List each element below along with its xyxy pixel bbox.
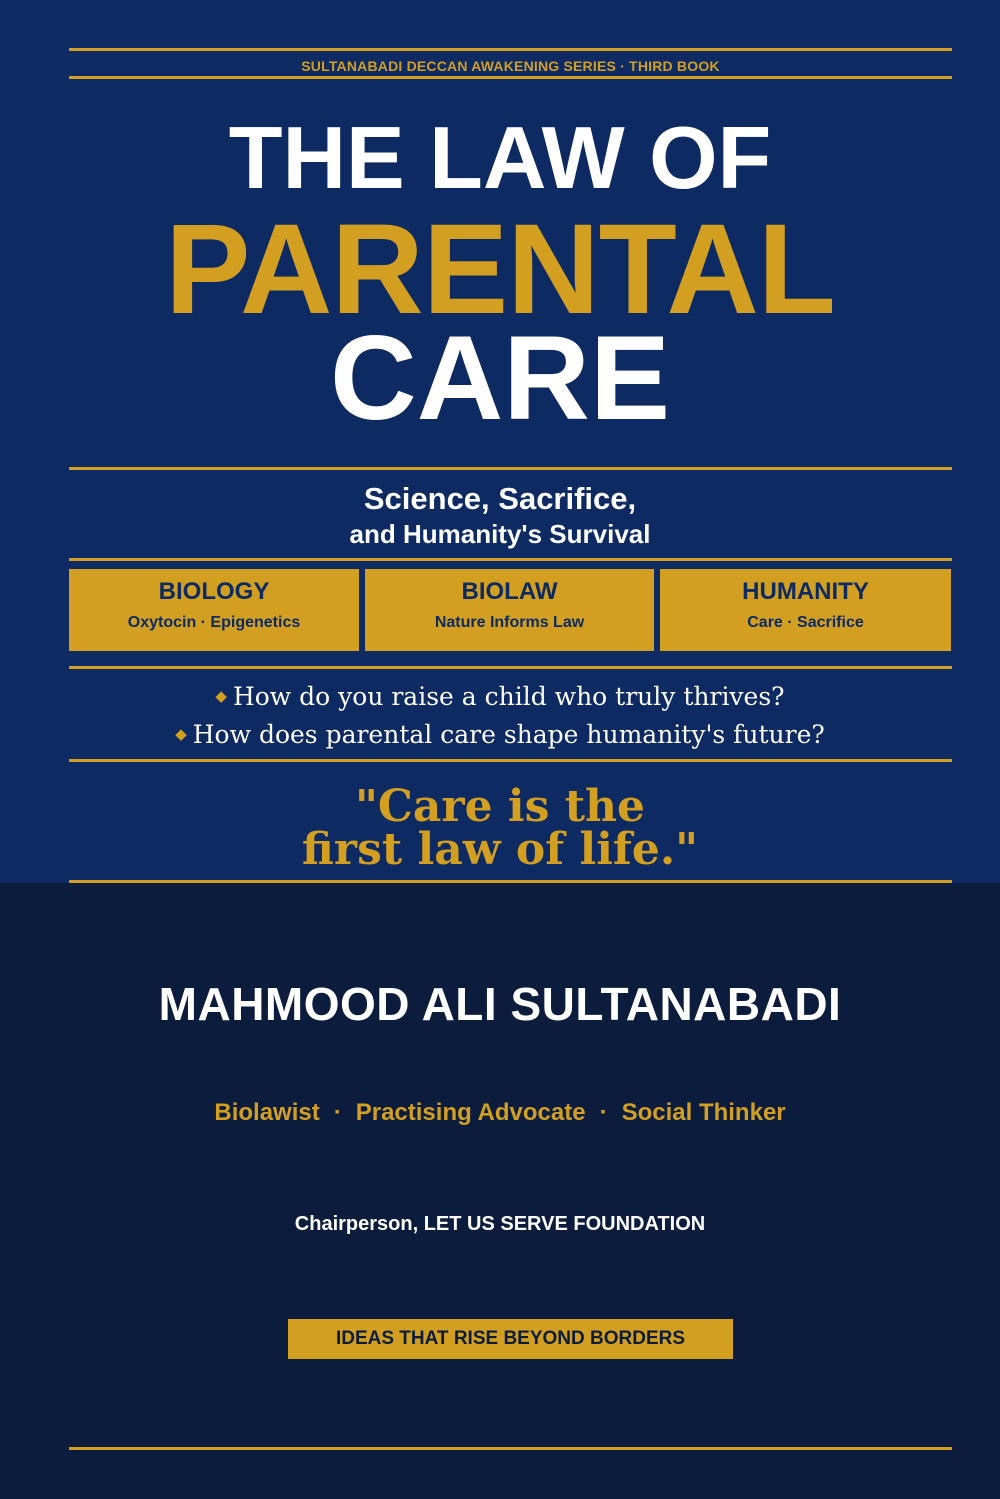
diamond-bullet-icon: ◆ [175,725,187,743]
question-text: How does parental care shape humanity's future? [192,720,825,749]
title-line-3: CARE [329,311,671,445]
gold-rule [69,76,952,79]
quote-line-1: "Care is the [354,781,646,832]
gold-rule [69,558,952,561]
pillar-subtitle: Nature Informs Law [434,614,585,631]
chairperson-line: Chairperson, LET US SERVE FOUNDATION [294,1213,706,1235]
gold-rule [69,467,952,470]
pillar-title: BIOLOGY [158,578,270,605]
role-text: Practising Advocate [355,1099,586,1126]
cover-bottom-panel [0,883,1000,1499]
role-text: Social Thinker [621,1099,786,1126]
gold-rule [69,880,952,883]
pillar-subtitle: Care · Sacrifice [747,614,864,631]
tagline-badge: IDEAS THAT RISE BEYOND BORDERS [288,1319,733,1359]
diamond-bullet-icon: ◆ [215,687,227,705]
author-roles [0,1097,1000,1129]
role-separator: · [599,1099,608,1126]
subtitle-line-1: Science, Sacrifice, [363,481,637,516]
gold-rule [69,759,952,762]
quote-line-2: first law of life." [301,824,699,875]
series-label: SULTANABADI DECCAN AWAKENING SERIES · THIRD BOOK [301,58,720,74]
gold-rule [69,1447,952,1450]
title-line-2: PARENTAL [165,198,835,341]
gold-rule [69,48,952,51]
title-line-1: THE LAW OF [228,108,772,207]
subtitle-line-2: and Humanity's Survival [349,519,651,549]
pillar-humanity [660,569,951,651]
question-text: How do you raise a child who truly thrives? [232,682,785,711]
pillar-subtitle: Oxytocin · Epigenetics [127,614,301,631]
pillar-biology [69,569,359,651]
author-name: MAHMOOD ALI SULTANABADI [158,978,842,1030]
pillar-biolaw [365,569,654,651]
pillar-title: HUMANITY [742,578,869,605]
question-line [0,718,1000,751]
role-text: Biolawist [214,1099,320,1126]
role-separator: · [333,1099,342,1126]
gold-rule [69,666,952,669]
question-line [0,680,1000,713]
pillar-title: BIOLAW [461,578,558,605]
